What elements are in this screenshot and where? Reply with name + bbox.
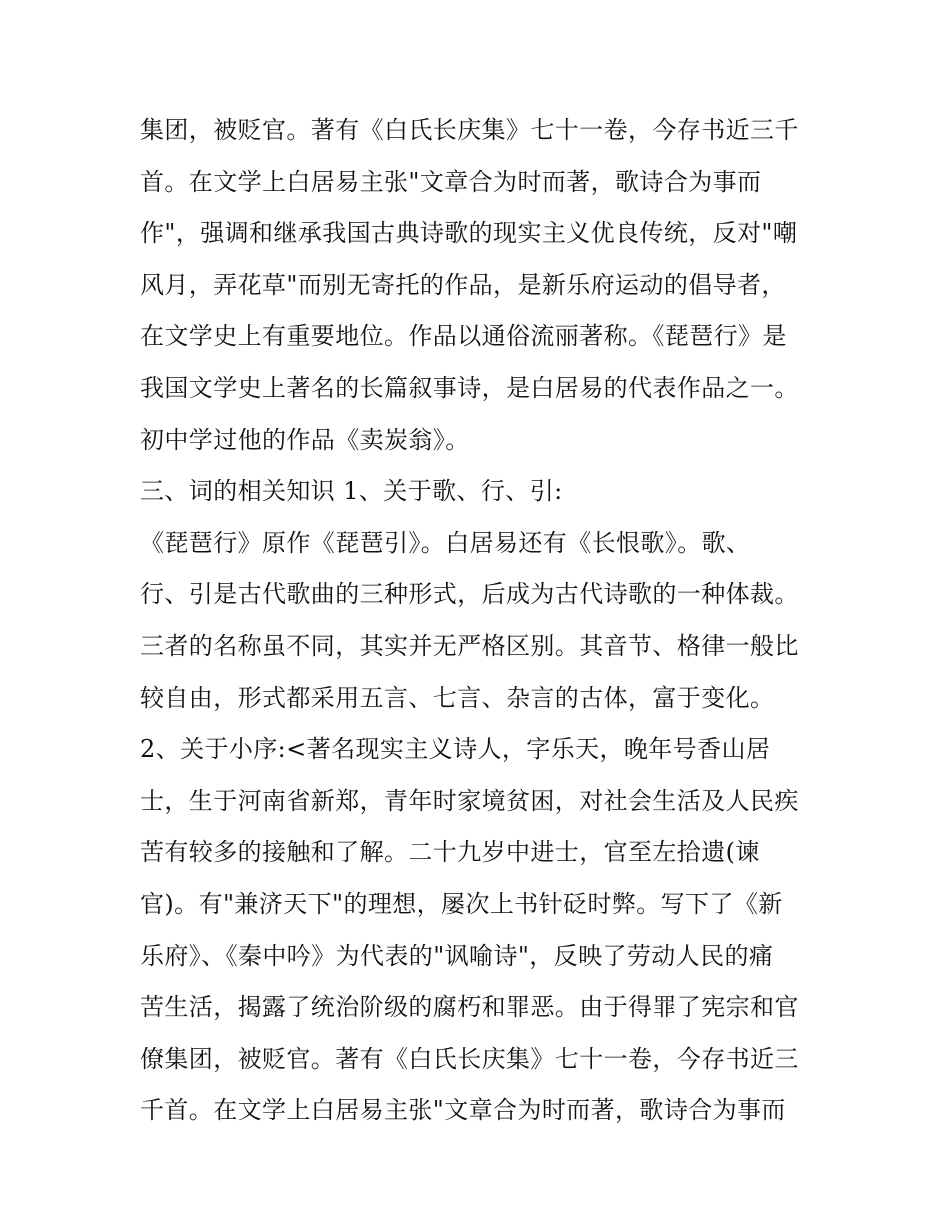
text-line: 苦有较多的接触和了解。二十九岁中进士，官至左拾遗(谏 <box>140 838 760 867</box>
text-line: 风月，弄花草"而别无寄托的作品，是新乐府运动的倡导者， <box>140 270 786 299</box>
text-line: 三者的名称虽不同，其实并无严格区别。其音节、格律一般比 <box>140 631 799 660</box>
text-line: 较自由，形式都采用五言、七言、杂言的古体，富于变化。 <box>140 683 775 712</box>
text-line: 我国文学史上著名的长篇叙事诗，是白居易的代表作品之一。 <box>140 373 799 402</box>
text-line: 初中学过他的作品《卖炭翁》。 <box>140 425 470 454</box>
document-body <box>140 105 830 1137</box>
text-line: 僚集团，被贬官。著有《白氏长庆集》七十一卷，今存书近三 <box>140 1044 799 1073</box>
text-line: 首。在文学上白居易主张"文章合为时而著，歌诗合为事而 <box>140 167 762 196</box>
section-heading-line: 三、词的相关知识 1、关于歌、行、引: <box>140 477 563 506</box>
text-line: 官)。有"兼济天下"的理想，屡次上书针砭时弊。写下了《新 <box>140 889 783 918</box>
text-line: 集团，被贬官。著有《白氏长庆集》七十一卷，今存书近三千 <box>140 116 799 144</box>
text-line: 士，生于河南省新郑，青年时家境贫困，对社会生活及人民疾 <box>140 786 799 815</box>
text-line: 苦生活，揭露了统治阶级的腐朽和罪恶。由于得罪了宪宗和官 <box>140 993 799 1022</box>
section-heading-line: 2、关于小序:<著名现实主义诗人，字乐天，晚年号香山居 <box>140 735 771 764</box>
text-line: 《琵琶行》原作《琵琶引》。白居易还有《长恨歌》。歌、 <box>140 528 751 557</box>
text-line: 在文学史上有重要地位。作品以通俗流丽著称。《琵琶行》是 <box>140 322 787 351</box>
text-line: 乐府》、《秦中吟》为代表的"讽喻诗"，反映了劳动人民的痛 <box>140 941 774 970</box>
text-line: 行、引是古代歌曲的三种形式，后成为古代诗歌的一种体裁。 <box>140 580 799 609</box>
text-line: 千首。在文学上白居易主张"文章合为时而著，歌诗合为事而 <box>140 1096 786 1125</box>
text-line: 作"，强调和继承我国古典诗歌的现实主义优良传统，反对"嘲 <box>140 219 798 248</box>
